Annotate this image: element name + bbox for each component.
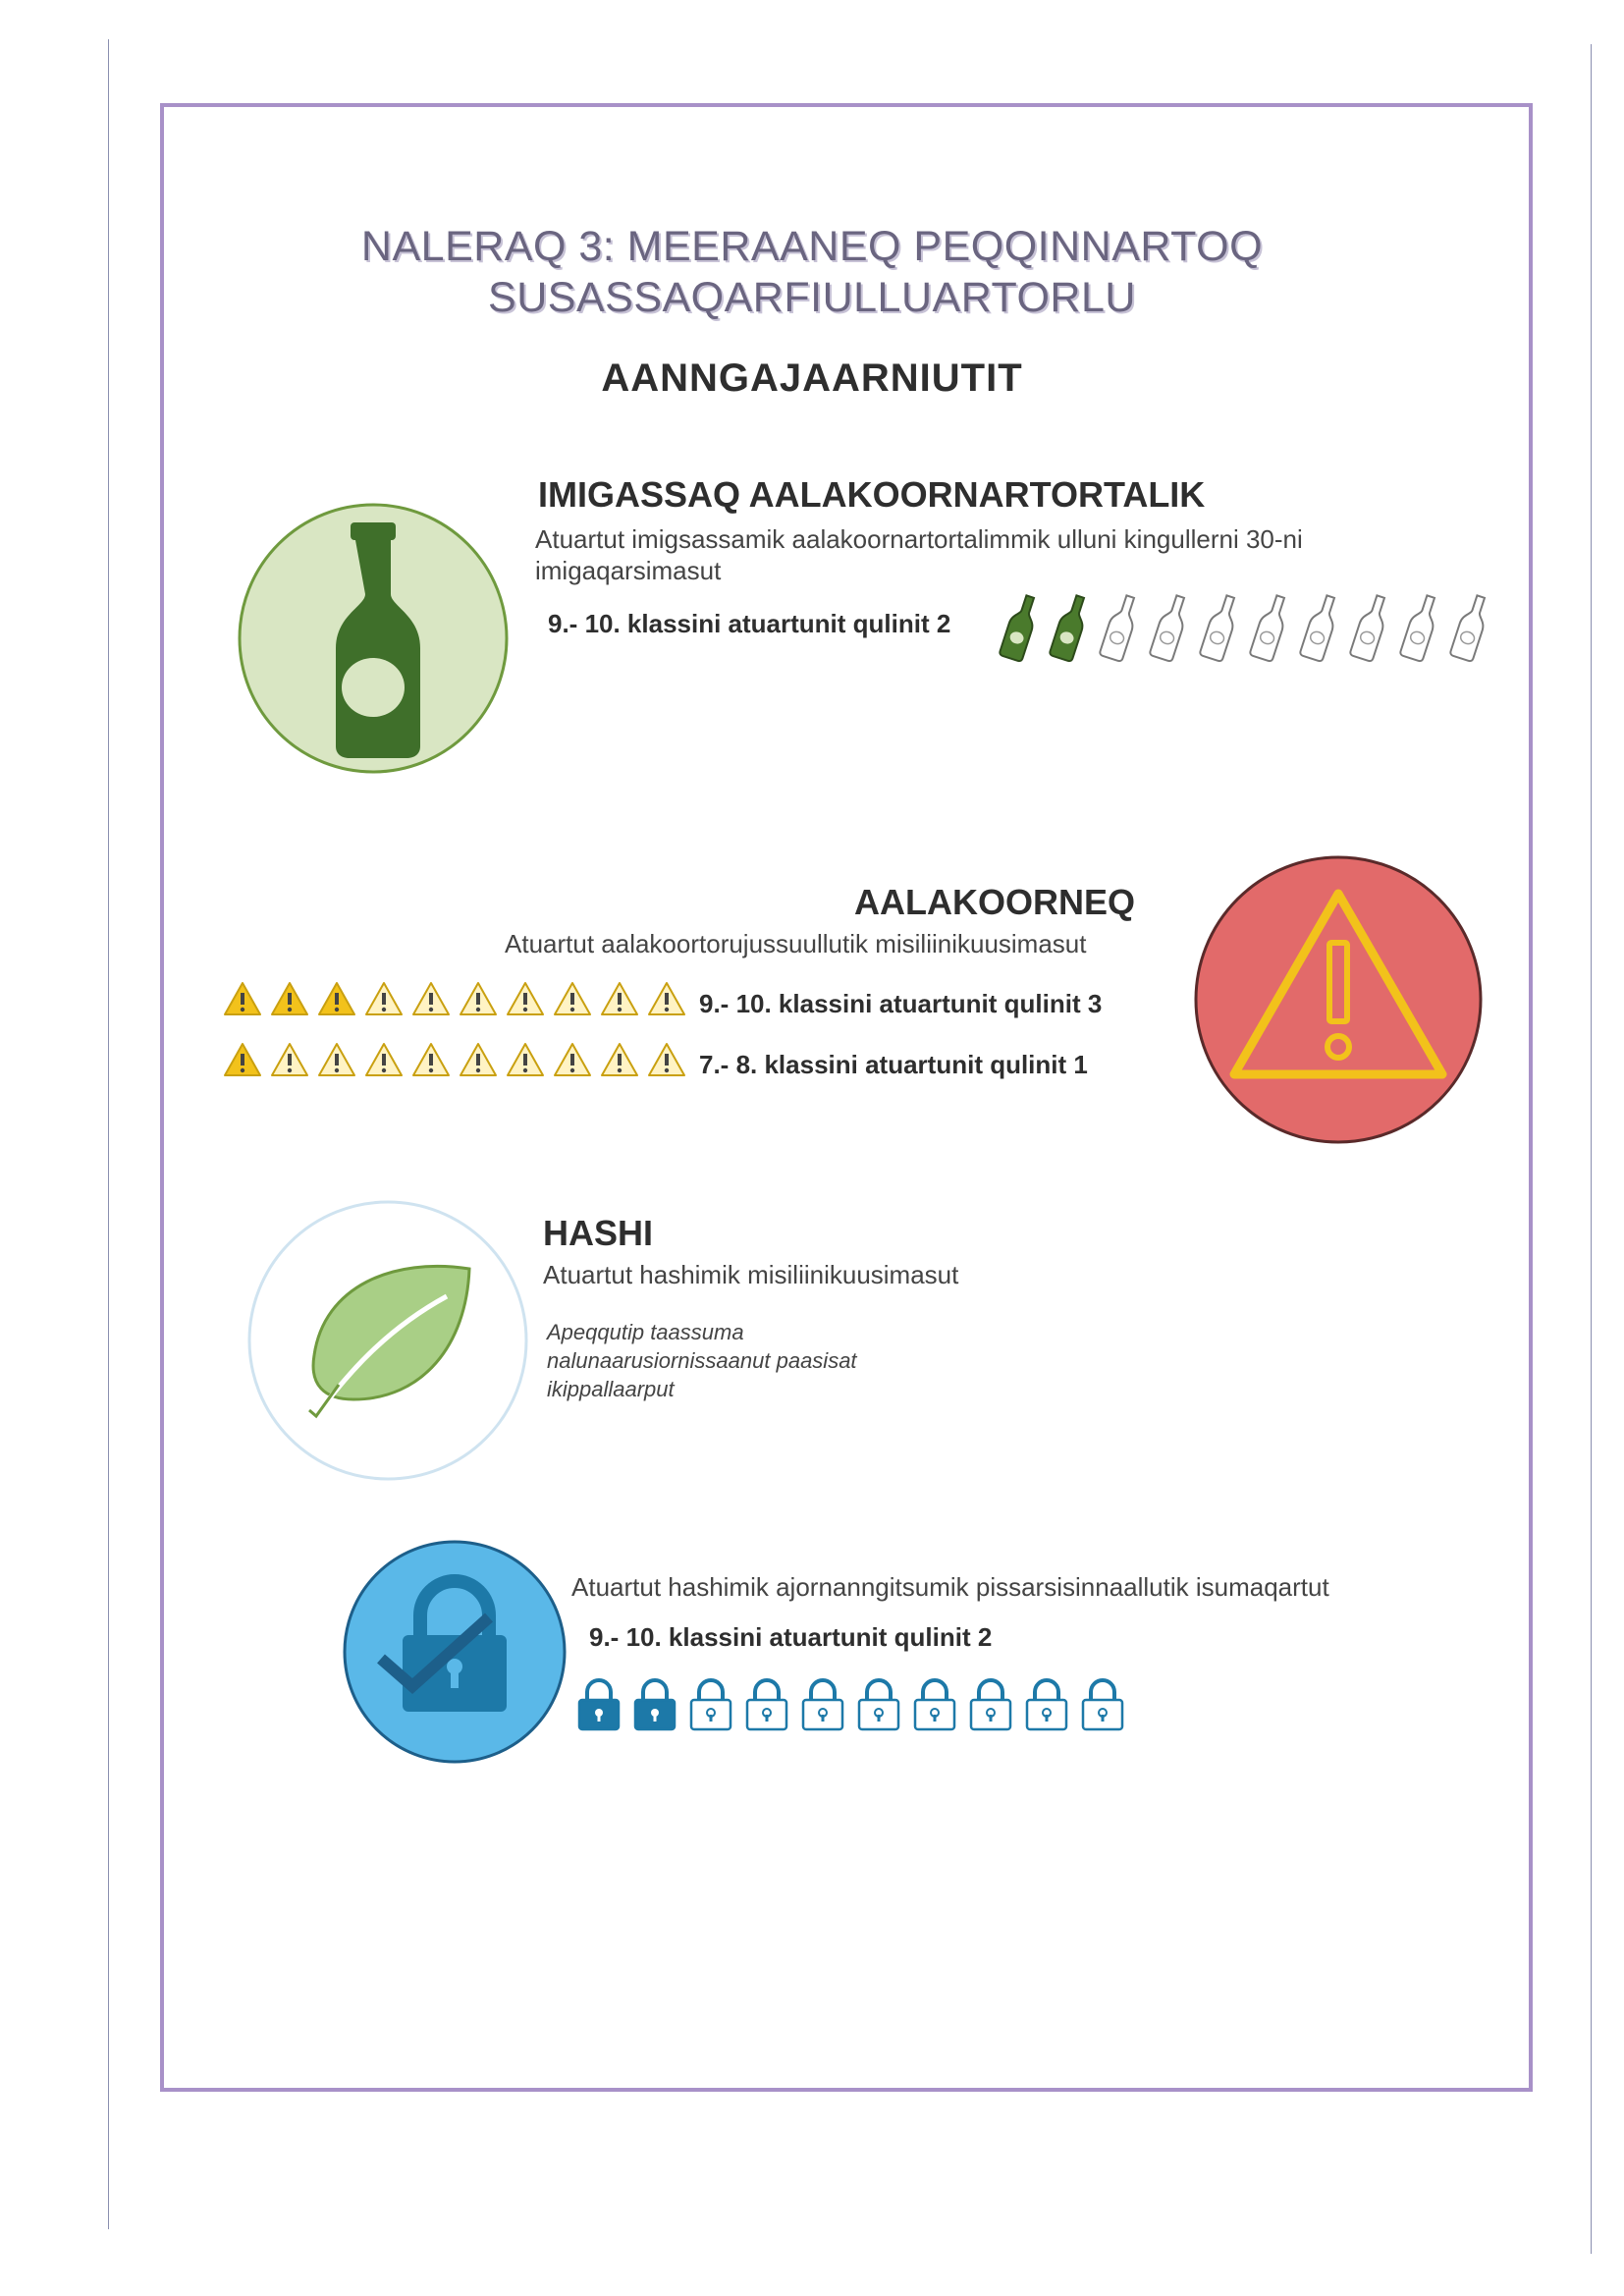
bottle-outline-icon [1447,589,1494,666]
alcohol-heading: IMIGASSAQ AALAKOORNARTORTALIK [538,474,1206,515]
warning-outline-icon [458,980,499,1017]
lock-outline-icon [743,1674,790,1733]
leaf-icon [245,1198,530,1483]
lock-outline-icon [1023,1674,1070,1733]
title-line-2: SUSASSAQARFIULLUARTORLU [488,274,1136,321]
lock-outline-icon [855,1674,902,1733]
intoxication-description: Atuartut aalakoortorujussuullutik misiliinikuusimasut [505,929,1087,958]
alcohol-stat: 9.- 10. klassini atuartunit qulinit 2 [548,609,951,638]
bottle-outline-icon [1347,589,1394,666]
warning-outline-icon [363,980,405,1017]
intoxication-stat-2: 7.- 8. klassini atuartunit qulinit 1 [699,1050,1088,1079]
lock-filled-icon [575,1674,623,1733]
bottle-icon [236,501,511,776]
intoxication-heading: AALAKOORNEQ [854,882,1135,922]
lock-filled-icon [631,1674,678,1733]
lock-icon [342,1539,568,1765]
bottle-outline-icon [1097,589,1144,666]
warning-outline-icon [269,1041,310,1078]
title-line-1: NALERAQ 3: MEERAANEQ PEQQINNARTOQ [360,223,1264,270]
warning-row-1 [222,980,693,1017]
warning-outline-icon [599,980,640,1017]
alcohol-bottle-row [997,589,1497,666]
lock-outline-icon [967,1674,1014,1733]
page-subtitle: AANNGAJAARNIUTIT [601,356,1023,400]
lock-outline-icon [911,1674,958,1733]
warning-outline-icon [458,1041,499,1078]
hash-heading: HASHI [543,1213,654,1253]
warning-filled-icon [316,980,357,1017]
warning-row-2 [222,1041,693,1078]
warning-filled-icon [222,980,263,1017]
bottle-outline-icon [1297,589,1344,666]
warning-outline-icon [599,1041,640,1078]
hash-access-description: Atuartut hashimik ajornanngitsumik pissarsisinnaallutik isumaqartut [571,1572,1329,1602]
warning-outline-icon [646,1041,687,1078]
warning-filled-icon [222,1041,263,1078]
bottle-outline-icon [1197,589,1244,666]
warning-outline-icon [505,980,546,1017]
bottle-filled-icon [997,589,1044,666]
bottle-outline-icon [1397,589,1444,666]
hash-access-stat: 9.- 10. klassini atuartunit qulinit 2 [589,1622,993,1652]
warning-outline-icon [646,980,687,1017]
hash-note: Apeqqutip taassuma nalunaarusiornissaanut paasisat ikippallaarput [547,1320,857,1401]
warning-outline-icon [316,1041,357,1078]
bottle-outline-icon [1247,589,1294,666]
lock-outline-icon [799,1674,846,1733]
warning-outline-icon [410,1041,452,1078]
alcohol-description: Atuartut imigsassamik aalakoornartortalimmik ulluni kingullerni 30-ni imigaqarsimasut [535,524,1303,585]
warning-outline-icon [552,1041,593,1078]
warning-filled-icon [269,980,310,1017]
lock-outline-icon [687,1674,734,1733]
intoxication-stat-1: 9.- 10. klassini atuartunit qulinit 3 [699,989,1103,1018]
hash-description: Atuartut hashimik misiliinikuusimasut [543,1260,959,1289]
bottle-filled-icon [1047,589,1094,666]
warning-outline-icon [505,1041,546,1078]
bottle-outline-icon [1147,589,1194,666]
lock-outline-icon [1079,1674,1126,1733]
lock-row [575,1674,1135,1733]
warning-circle-icon [1191,852,1486,1147]
page-title [0,221,1624,323]
warning-outline-icon [552,980,593,1017]
warning-outline-icon [363,1041,405,1078]
warning-outline-icon [410,980,452,1017]
